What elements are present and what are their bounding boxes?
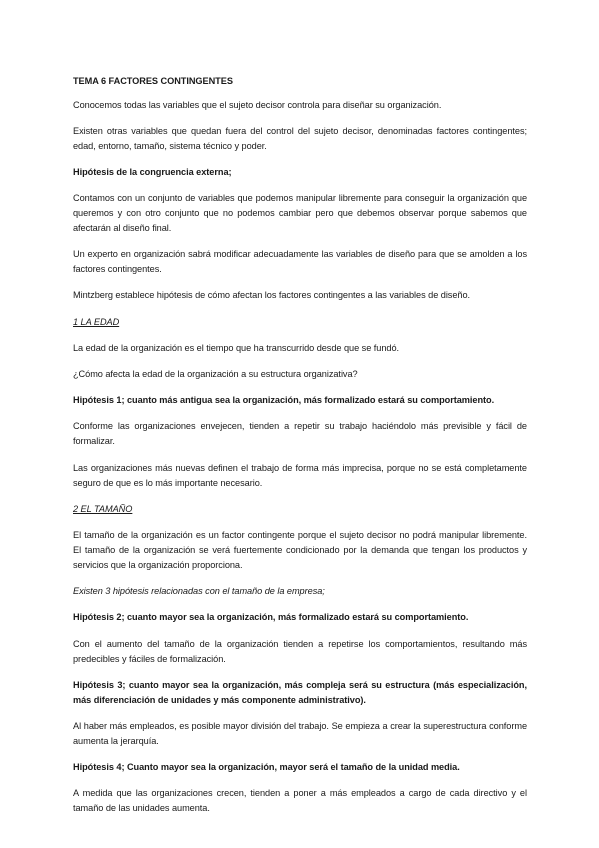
paragraph: A medida que las organizaciones crecen, tienden a poner a más empleados a cargo de cada directivo y el tamaño de las unidades aumenta.: [73, 788, 527, 814]
paragraph: Conforme las organizaciones envejecen, tienden a repetir su trabajo haciéndolo más previsible y fácil de formalizar.: [73, 421, 527, 447]
hypothesis: Hipótesis 4; Cuanto mayor sea la organización, mayor será el tamaño de la unidad media.: [73, 762, 460, 773]
paragraph: Un experto en organización sabrá modificar adecuadamente las variables de diseño para que se amolden a los factores contingentes.: [73, 249, 527, 275]
paragraph: Las organizaciones más nuevas definen el trabajo de forma más imprecisa, porque no se está completamente seguro de que es lo más importante necesario.: [73, 462, 527, 488]
paragraph: Contamos con un conjunto de variables que podemos manipular libremente para conseguir la organización que queremos y con otro conjunto que no podemos cambiar pero que debemos observar porque sabemos que afectarán al diseño final.: [73, 193, 527, 234]
paragraph: Conocemos todas las variables que el sujeto decisor controla para diseñar su organización.: [73, 99, 442, 110]
document-page: [73, 74, 527, 827]
hypothesis: Hipótesis 2; cuanto mayor sea la organización, más formalizado estará su comportamiento.: [73, 612, 469, 623]
paragraph: La edad de la organización es el tiempo que ha transcurrido desde que se fundó.: [73, 342, 400, 353]
section-heading: 2 EL TAMAÑO: [73, 503, 133, 514]
section-heading: 1 LA EDAD: [73, 316, 120, 327]
paragraph: El tamaño de la organización es un factor contingente porque el sujeto decisor no podrá manipular libremente. El tamaño de la organización se verá fuertemente condicionado por la demanda que tengan los productos y servicios que la organización proporciona.: [73, 529, 527, 570]
document-title: TEMA 6 FACTORES CONTINGENTES: [73, 76, 233, 86]
section-heading: Hipótesis de la congruencia externa;: [73, 166, 232, 177]
paragraph: Al haber más empleados, es posible mayor división del trabajo. Se empieza a crear la superestructura conforme aumenta la jerarquía.: [73, 720, 527, 746]
hypothesis: Hipótesis 1; cuanto más antigua sea la organización, más formalizado estará su comportamiento.: [73, 395, 495, 406]
hypothesis: Hipótesis 3; cuanto mayor sea la organización, más compleja será su estructura (más especialización, más diferenciación de unidades y más componente administrativo).: [73, 679, 527, 705]
paragraph: Con el aumento del tamaño de la organización tienden a repetirse los comportamientos, resultando más predecibles y fáciles de formalización.: [73, 638, 527, 664]
paragraph: Existen 3 hipótesis relacionadas con el tamaño de la empresa;: [73, 586, 325, 597]
paragraph: Mintzberg establece hipótesis de cómo afectan los factores contingentes a las variables de diseño.: [73, 290, 471, 301]
paragraph: ¿Cómo afecta la edad de la organización a su estructura organizativa?: [73, 369, 358, 379]
paragraph: Existen otras variables que quedan fuera del control del sujeto decisor, denominadas factores contingentes; edad, entorno, tamaño, sistema técnico y poder.: [73, 125, 527, 151]
